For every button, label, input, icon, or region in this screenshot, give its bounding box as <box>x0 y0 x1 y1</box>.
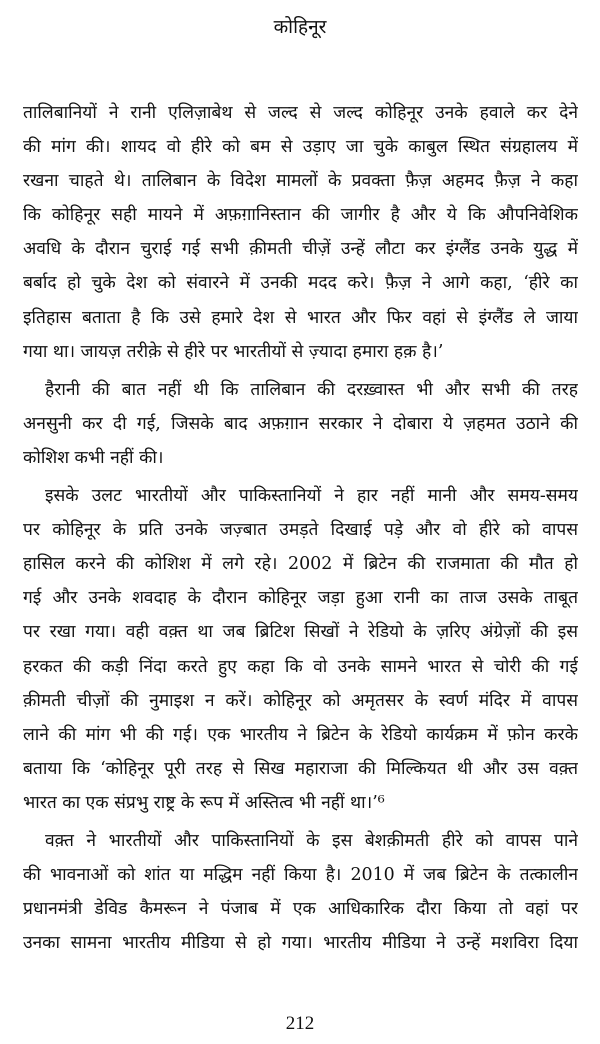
body-text <box>23 96 578 964</box>
text-line: उनका सामना भारतीय मीडिया से हो गया। भारतीय मीडिया ने उन्हें मशविरा दिया <box>23 933 578 954</box>
text-line: वक़्त ने भारतीयों और पाकिस्तानियों के इस बेशक़ीमती हीरे को वापस पाने <box>45 830 578 851</box>
text-line: अवधि के दौरान चुराई गई सभी क़ीमती चीज़ें उन्हें लौटा कर इंग्लैंड उनके युद्ध में <box>23 239 578 260</box>
text-line: तालिबानियों ने रानी एलिज़ाबेथ से जल्द से जल्द कोहिनूर उनके हवाले कर देने <box>23 103 578 123</box>
text-line: इतिहास बताता है कि उसे हमारे देश से भारत और फिर वहां से इंग्लैंड ले जाया <box>23 307 578 328</box>
text-line: बताया कि ‘कोहिनूर पूरी तरह से सिख महाराजा की मिल्कियत थी और उस वक़्त <box>23 758 578 779</box>
text-line: अनसुनी कर दी गई, जिसके बाद अफ़ग़ान सरकार ने दोबारा ये ज़हमत उठाने की <box>23 413 578 434</box>
paragraph-2 <box>23 373 578 475</box>
text-line: की भावनाओं को शांत या मद्धिम नहीं किया है। 2010 में जब ब्रिटेन के तत्कालीन <box>23 865 578 886</box>
page-number: 212 <box>285 1013 315 1034</box>
text-line: की मांग की। शायद वो हीरे को बम से उड़ाए जा चुके काबुल स्थित संग्रहालय में <box>23 137 578 158</box>
paragraph-4 <box>23 824 578 960</box>
text-line: हरकत की कड़ी निंदा करते हुए कहा कि वो उनके सामने भारत से चोरी की गई <box>23 656 578 677</box>
text-line: बर्बाद हो चुके देश को संवारने में उनकी मदद करे। फ़ैज़ ने आगे कहा, ‘हीरे का <box>23 273 578 294</box>
text-line: भारत का एक संप्रभु राष्ट्र के रूप में अस्तित्व भी नहीं था।’⁶ <box>23 792 385 813</box>
running-head: कोहिनूर <box>273 16 327 38</box>
text-line: कोशिश कभी नहीं की। <box>23 447 164 468</box>
text-line: लाने की मांग भी की गई। एक भारतीय ने ब्रिटेन के रेडियो कार्यक्रम में फ़ोन करके <box>23 724 578 745</box>
text-line: कि कोहिनूर सही मायने में अफ़ग़ानिस्तान की जागीर है और ये कि औपनिवेशिक <box>23 205 578 226</box>
text-line: गया था। जायज़ तरीक़े से हीरे पर भारतीयों से ज़्यादा हमारा हक़ है।’ <box>23 341 444 362</box>
text-line: हैरानी की बात नहीं थी कि तालिबान की दरख़्वास्त भी और सभी की तरह <box>45 379 578 400</box>
text-line: प्रधानमंत्री डेविड कैमरून ने पंजाब में एक आधिकारिक दौरा किया तो वहां पर <box>23 899 578 920</box>
text-line: हासिल करने की कोशिश में लगे रहे। 2002 में ब्रिटेन की राजमाता की मौत हो <box>23 554 578 575</box>
text-line: पर कोहिनूर के प्रति उनके जज़्बात उमड़ते दिखाई पड़े और वो हीरे को वापस <box>23 520 578 541</box>
text-line: इसके उलट भारतीयों और पाकिस्तानियों ने हार नहीं मानी और समय-समय <box>45 486 578 507</box>
text-line: क़ीमती चीज़ों की नुमाइश न करें। कोहिनूर को अमृतसर के स्वर्ण मंदिर में वापस <box>23 690 578 711</box>
paragraph-1 <box>23 96 578 369</box>
paragraph-3 <box>23 479 578 820</box>
text-line: रखना चाहते थे। तालिबान के विदेश मामलों के प्रवक्ता फ़ैज़ अहमद फ़ैज़ ने कहा <box>23 171 578 192</box>
text-line: गई और उनके शवदाह के दौरान कोहिनूर जड़ा हुआ रानी का ताज उसके ताबूत <box>23 588 578 609</box>
text-line: पर रखा गया। वही वक़्त था जब ब्रिटिश सिखों ने रेडियो के ज़रिए अंग्रेज़ों की इस <box>23 622 578 643</box>
